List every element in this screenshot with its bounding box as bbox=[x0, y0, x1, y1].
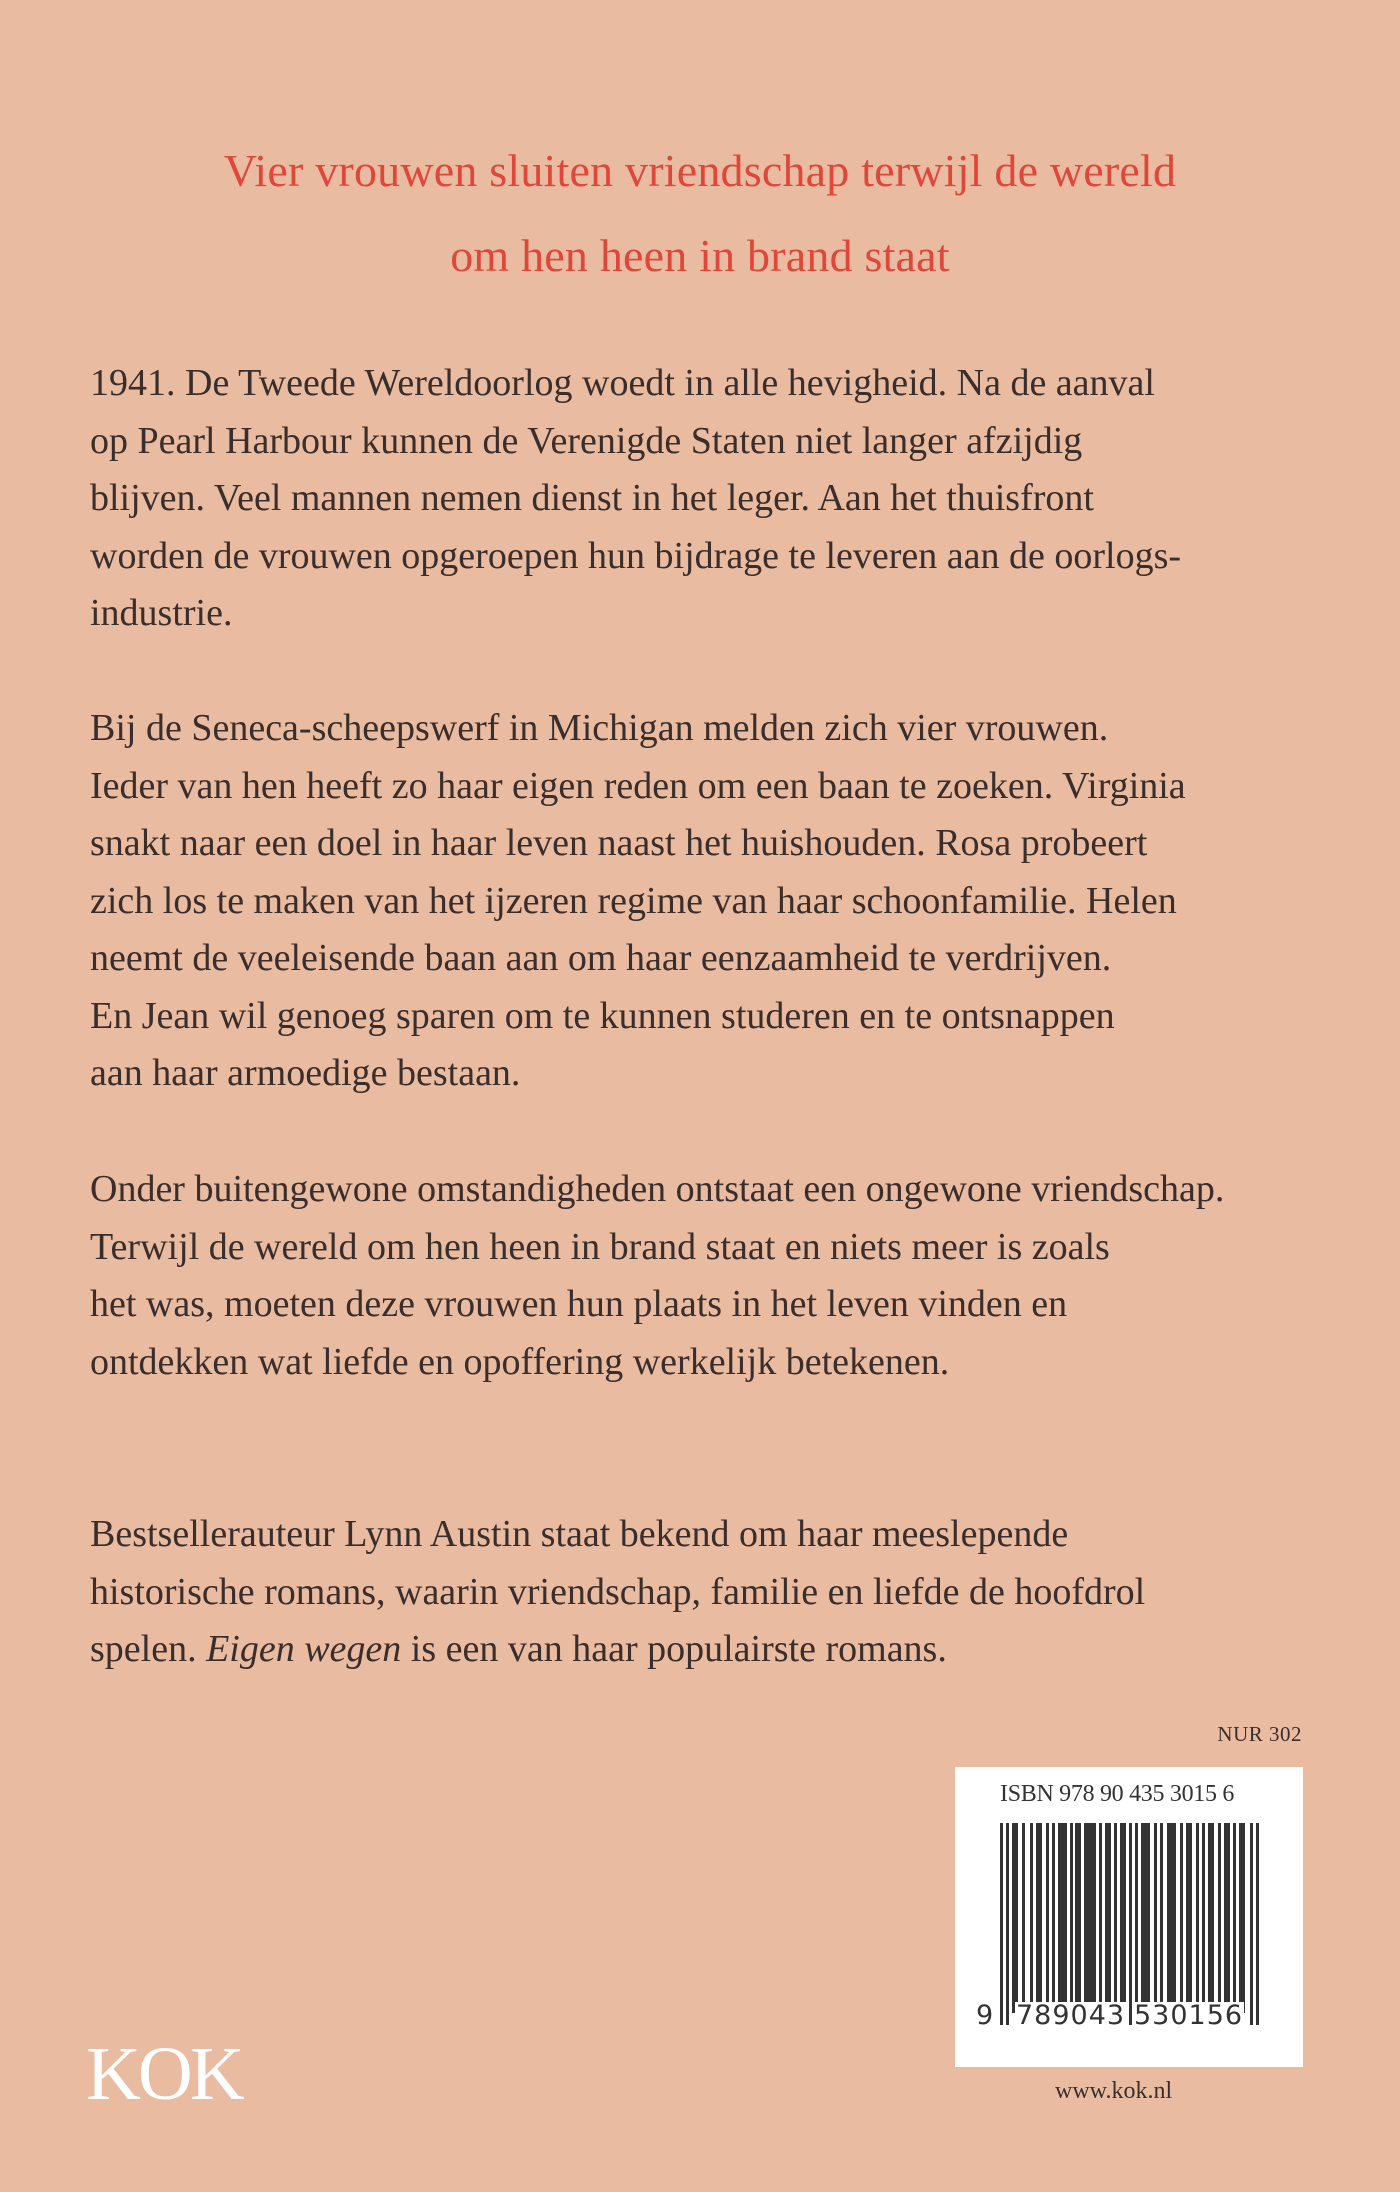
text-line: blijven. Veel mannen nemen dienst in het leger. Aan het thuisfront bbox=[90, 477, 1094, 519]
text-line: zich los te maken van het ijzeren regime van haar schoonfamilie. Helen bbox=[90, 879, 1177, 922]
barcode-digits-right: 530156 bbox=[1134, 2000, 1244, 2031]
text-line: Bij de Seneca-scheepswerf in Michigan melden zich vier vrouwen. bbox=[90, 707, 1109, 749]
text-line: Ieder van hen heeft zo haar eigen reden om een baan te zoeken. Virginia bbox=[90, 764, 1186, 807]
text-line: 1941. De Tweede Wereldoorlog woedt in alle hevigheid. Na de aanval bbox=[90, 362, 1155, 404]
book-title: Eigen wegen bbox=[206, 1628, 402, 1670]
blurb-paragraph-1 bbox=[90, 355, 1320, 643]
publisher-website: www.kok.nl bbox=[1055, 2078, 1173, 2104]
text-fragment: spelen. bbox=[90, 1628, 207, 1670]
text-line: op Pearl Harbour kunnen de Verenigde Staten niet langer afzijdig bbox=[90, 419, 1083, 462]
author-paragraph bbox=[90, 1506, 1320, 1679]
text-line: worden de vrouwen opgeroepen hun bijdrage te leveren aan de oorlogs- bbox=[90, 534, 1182, 577]
blurb-paragraph-2 bbox=[90, 700, 1320, 1103]
text-line: Terwijl de wereld om hen heen in brand staat en niets meer is zoals bbox=[90, 1225, 1110, 1268]
text-line: Bestsellerauteur Lynn Austin staat bekend om haar meeslepende bbox=[90, 1513, 1069, 1555]
nur-code: NUR 302 bbox=[1217, 1722, 1302, 1746]
text-fragment: is een van haar populairste romans. bbox=[401, 1628, 947, 1670]
text-line: het was, moeten deze vrouwen hun plaats in het leven vinden en bbox=[90, 1283, 1068, 1325]
text-line: ontdekken wat liefde en opoffering werkelijk betekenen. bbox=[90, 1340, 950, 1383]
text-line: industrie. bbox=[90, 592, 233, 634]
text-line: aan haar armoedige bestaan. bbox=[90, 1052, 521, 1094]
headline-line-2: om hen heen in brand staat bbox=[450, 230, 950, 281]
text-line bbox=[90, 1621, 1320, 1679]
text-line: snakt naar een doel in haar leven naast het huishouden. Rosa probeert bbox=[90, 822, 1148, 864]
text-line: En Jean wil genoeg sparen om te kunnen studeren en te ontsnappen bbox=[90, 994, 1115, 1037]
headline-line-1: Vier vrouwen sluiten vriendschap terwijl de wereld bbox=[223, 145, 1177, 196]
text-line: Onder buitengewone omstandigheden ontstaat een ongewone vriendschap. bbox=[90, 1168, 1225, 1210]
isbn-label: ISBN 978 90 435 3015 6 bbox=[1000, 1781, 1235, 1807]
barcode-digits-left: 789043 bbox=[1016, 2000, 1126, 2031]
barcode-icon bbox=[1000, 1823, 1260, 2025]
blurb-paragraph-3 bbox=[90, 1161, 1320, 1391]
publisher-logo: KOK bbox=[86, 2032, 242, 2116]
text-line: neemt de veeleisende baan aan om haar eenzaamheid te verdrijven. bbox=[90, 937, 1112, 979]
text-line: historische romans, waarin vriendschap, familie en liefde de hoofdrol bbox=[90, 1570, 1146, 1613]
barcode-digit-first: 9 bbox=[976, 2000, 995, 2031]
barcode-box bbox=[955, 1767, 1303, 2067]
